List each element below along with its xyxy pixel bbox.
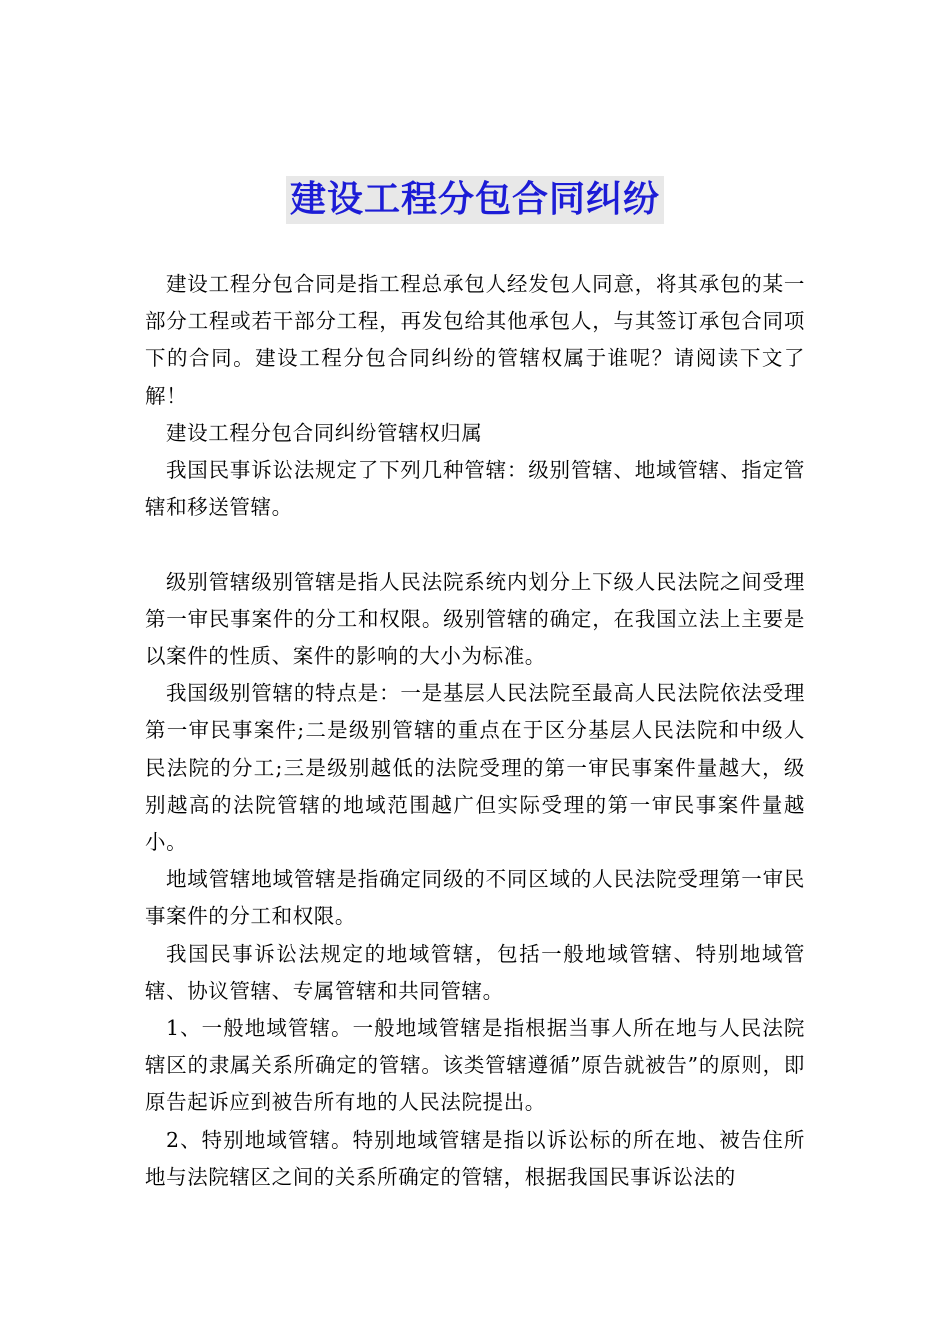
blank-line xyxy=(145,526,805,563)
paragraph-heading: 建设工程分包合同纠纷管辖权归属 xyxy=(166,420,483,445)
paragraph-jurisdiction-types: 我国民事诉讼法规定了下列几种管辖：级别管辖、地域管辖、指定管辖和移送管辖。 xyxy=(145,458,805,520)
paragraph-territorial-jurisdiction: 地域管辖地域管辖是指确定同级的不同区域的人民法院受理第一审民事案件的分工和权限。 xyxy=(145,867,805,929)
document-body xyxy=(145,266,805,1196)
paragraph-general-territorial: 1、一般地域管辖。一般地域管辖是指根据当事人所在地与人民法院辖区的隶属关系所确定的管辖。该类管辖遵循”原告就被告”的原则，即原告起诉应到被告所有地的人民法院提出。 xyxy=(145,1016,805,1115)
paragraph-intro: 建设工程分包合同是指工程总承包人经发包人同意，将其承包的某一部分工程或若干部分工程，再发包给其他承包人，与其签订承包合同项下的合同。建设工程分包合同纠纷的管辖权属于谁呢？请阅读下文了解！ xyxy=(145,272,805,408)
paragraph-territorial-types: 我国民事诉讼法规定的地域管辖，包括一般地域管辖、特别地域管辖、协议管辖、专属管辖和共同管辖。 xyxy=(145,941,805,1003)
title-container xyxy=(0,176,950,224)
paragraph-level-features: 我国级别管辖的特点是：一是基层人民法院至最高人民法院依法受理第一审民事案件;二是级别管辖的重点在于区分基层人民法院和中级人民法院的分工;三是级别越低的法院受理的第一审民事案件量越大，级别越高的法院管辖的地域范围越广但实际受理的第一审民事案件量越小。 xyxy=(145,681,805,855)
paragraph-special-territorial: 2、特别地域管辖。特别地域管辖是指以诉讼标的所在地、被告住所地与法院辖区之间的关系所确定的管辖，根据我国民事诉讼法的 xyxy=(145,1127,805,1189)
document-title: 建设工程分包合同纠纷 xyxy=(286,176,664,224)
paragraph-level-jurisdiction: 级别管辖级别管辖是指人民法院系统内划分上下级人民法院之间受理第一审民事案件的分工和权限。级别管辖的确定，在我国立法上主要是以案件的性质、案件的影响的大小为标准。 xyxy=(145,569,805,669)
